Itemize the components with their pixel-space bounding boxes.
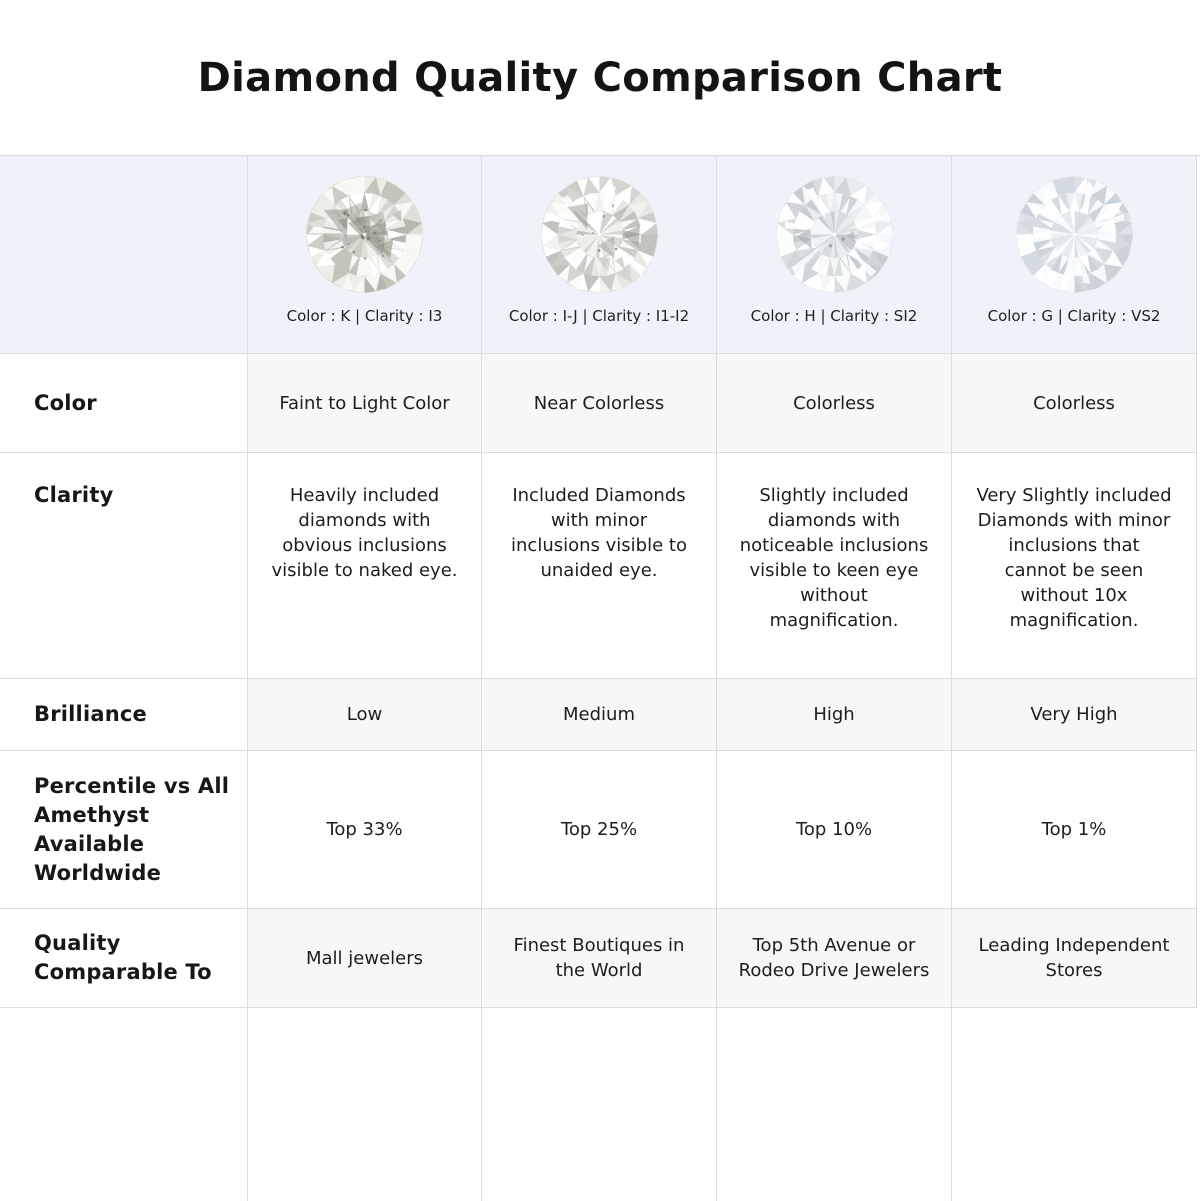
diamond-image-g-vs2 [1013, 173, 1136, 296]
cell-quality-2: Finest Boutiques in the World [482, 909, 717, 1008]
column-header-label: Color : G | Clarity : VS2 [987, 307, 1161, 325]
cell-color-1: Faint to Light Color [248, 354, 482, 453]
cell-color-3: Colorless [717, 354, 952, 453]
cell-percentile-1: Top 33% [248, 751, 482, 909]
cell-brilliance-2: Medium [482, 679, 717, 751]
cell-clarity-3: Slightly included diamonds with noticeable inclusions visible to keen eye without magnification. [717, 453, 952, 679]
page-header [0, 0, 1200, 155]
cell-quality-4: Leading Independent Stores [952, 909, 1197, 1008]
diamond-image-h-si2 [773, 173, 896, 296]
cell-quality-3: Top 5th Avenue or Rodeo Drive Jewelers [717, 909, 952, 1008]
cell-brilliance-4: Very High [952, 679, 1197, 751]
cell-percentile-3: Top 10% [717, 751, 952, 909]
column-header-label: Color : K | Clarity : I3 [286, 307, 443, 325]
empty-cell [248, 1008, 482, 1201]
empty-cell [717, 1008, 952, 1201]
table-corner-cell [0, 156, 248, 354]
diamond-image-k-i3 [303, 173, 426, 296]
empty-cell [482, 1008, 717, 1201]
comparison-table [0, 155, 1200, 1201]
row-label-clarity: Clarity [0, 453, 248, 679]
row-label-quality: Quality Comparable To [0, 909, 248, 1008]
row-label-percentile: Percentile vs All Amethyst Available Worldwide [0, 751, 248, 909]
cell-percentile-4: Top 1% [952, 751, 1197, 909]
cell-percentile-2: Top 25% [482, 751, 717, 909]
cell-clarity-1: Heavily included diamonds with obvious inclusions visible to naked eye. [248, 453, 482, 679]
column-header-label: Color : H | Clarity : SI2 [750, 307, 918, 325]
cell-color-4: Colorless [952, 354, 1197, 453]
cell-brilliance-1: Low [248, 679, 482, 751]
row-label-brilliance: Brilliance [0, 679, 248, 751]
column-header-k-i3 [248, 156, 482, 354]
cell-clarity-2: Included Diamonds with minor inclusions visible to unaided eye. [482, 453, 717, 679]
cell-brilliance-3: High [717, 679, 952, 751]
page-title: Diamond Quality Comparison Chart [197, 54, 1003, 101]
empty-cell [0, 1008, 248, 1201]
column-header-label: Color : I-J | Clarity : I1-I2 [508, 307, 690, 325]
diamond-image-ij-i1i2 [538, 173, 661, 296]
column-header-h-si2 [717, 156, 952, 354]
row-label-color: Color [0, 354, 248, 453]
cell-color-2: Near Colorless [482, 354, 717, 453]
column-header-g-vs2 [952, 156, 1197, 354]
cell-quality-1: Mall jewelers [248, 909, 482, 1008]
column-header-ij-i1i2 [482, 156, 717, 354]
empty-cell [952, 1008, 1197, 1201]
cell-clarity-4: Very Slightly included Diamonds with minor inclusions that cannot be seen without 10x magnification. [952, 453, 1197, 679]
